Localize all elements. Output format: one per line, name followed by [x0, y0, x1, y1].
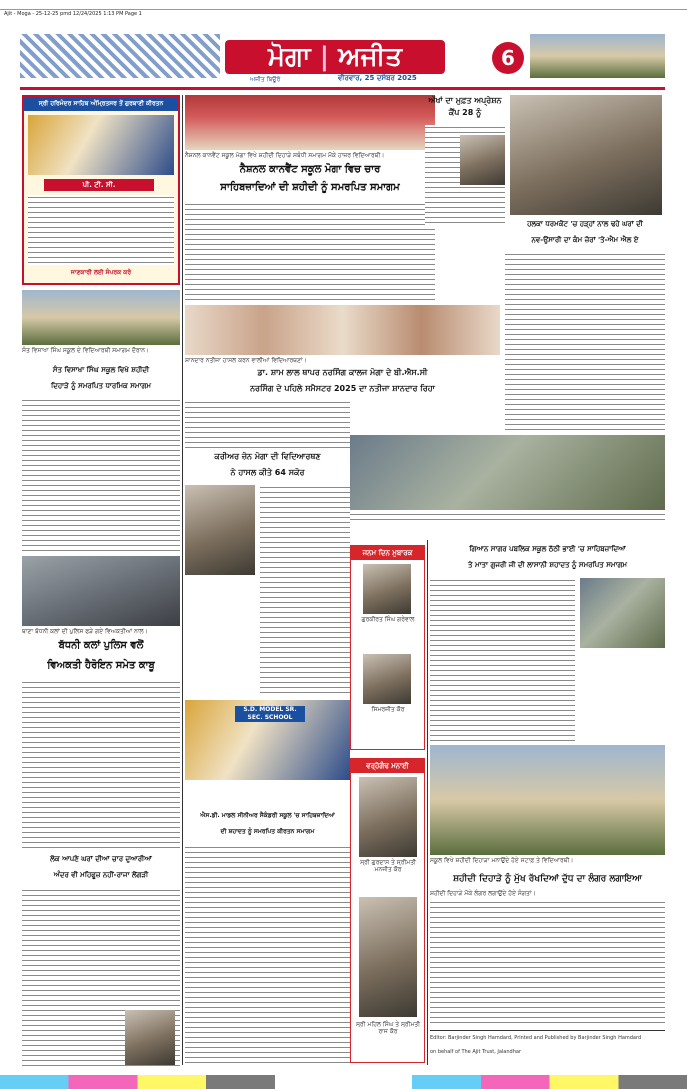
imprint-line-1: Editor: Barjinder Singh Hamdard, Printed and Published by Barjinder Singh Hamdard [430, 1035, 642, 1041]
masthead-subtitle: ਅਜੀਤ ਬਿਊਰੋ [250, 76, 281, 83]
gyan-photo-1 [580, 578, 665, 648]
houses-body [505, 252, 665, 432]
eye-camp-portrait [460, 135, 505, 185]
anniversary-box [350, 758, 425, 1063]
nursing-cross-headline-2: ਸਾਹਿਬਜ਼ਾਦਿਆਂ ਦੀ ਸ਼ਹੀਦੀ ਨੂੰ ਸਮਰਪਿਤ ਸਮਾਗਮ [220, 182, 400, 193]
bsc-caption: ਸ਼ਾਨਦਾਰ ਨਤੀਜਾ ਹਾਸਲ ਕਰਨ ਵਾਲੀਆਂ ਵਿਦਿਆਰਥਣਾਂ। [185, 357, 307, 364]
ceremony-caption-lines [350, 512, 665, 522]
masthead [20, 34, 665, 90]
bsc-headline-2: ਨਰਸਿੰਗ ਦੇ ਪਹਿਲੇ ਸਮੈਸਟਰ 2025 ਦਾ ਨਤੀਜਾ ਸ਼ਾਨਦਾਰ ਰਿਹਾ [250, 384, 435, 393]
bsc-students-photo [185, 305, 500, 355]
bsc-body [185, 400, 350, 450]
ad-image [28, 115, 174, 175]
anniversary-photo-2 [359, 897, 417, 1017]
anniversary-caption-1: ਸ੍ਰੀ ਗੁਰਦਾਸ ਤੇ ਸ੍ਰੀਮਤੀ ਮਨਜੀਤ ਕੌਰ [360, 859, 416, 873]
ad-footer: ਜਾਣਕਾਰੀ ਲਈ ਸੰਪਰਕ ਕਰੋ [70, 269, 132, 276]
police-photo [22, 556, 180, 626]
birthday-caption-2: ਸਿਮਰਜੀਤ ਕੌਰ [371, 706, 405, 713]
sant-headline-2: ਦਿਹਾੜੇ ਨੂੰ ਸਮਰਪਿਤ ਧਾਰਮਿਕ ਸਮਾਗਮ [50, 382, 152, 390]
registration-bar [0, 1075, 687, 1089]
ad-badge: ਪੀ. ਟੀ. ਸੀ. [44, 179, 154, 191]
column-rule [427, 540, 428, 1065]
masthead-title-left: ਮੋਗਾ [267, 42, 311, 72]
career-body [260, 485, 350, 695]
imprint-box [430, 1030, 665, 1064]
anniversary-caption-2: ਸ੍ਰੀ ਮਹਿਲ ਸਿੰਘ ਤੇ ਸ੍ਰੀਮਤੀ ਰਾਜ ਕੌਰ [355, 1021, 421, 1035]
gyan-body [430, 578, 575, 743]
langar-bottom-headline: ਸ਼ਹੀਦੀ ਦਿਹਾੜੇ ਨੂੰ ਮੁੱਖ ਰੱਖਦਿਆਂ ਦੁੱਧ ਦਾ ਲੰਗਰ ਲਗਾਇਆ [453, 874, 642, 884]
masthead-title-right: ਅਜੀਤ [338, 42, 403, 72]
houses-construction-photo [510, 95, 662, 215]
lungar-portrait [125, 1010, 175, 1065]
birthday-caption-1: ਗੁਰਕੀਰਤ ਸਿੰਘ ਗਰੇਵਾਲ [361, 616, 415, 623]
career-headline-1: ਕਰੀਅਰ ਜ਼ੋਨ ਮੋਗਾ ਦੀ ਵਿਦਿਆਰਥਣ [214, 452, 321, 461]
police-headline-2: ਵਿਅਕਤੀ ਹੈਰੋਇਨ ਸਮੇਤ ਕਾਬੂ [47, 660, 155, 671]
masthead-date: ਵੀਰਵਾਰ, 25 ਦਸੰਬਰ 2025 [338, 74, 417, 82]
houses-headline-2: ਨਵ-ਉਸਾਰੀ ਦਾ ਕੰਮ ਜ਼ੋਰਾਂ 'ਤੇ-ਐਮ ਐਲ ਏ [531, 236, 639, 244]
imprint-line-2: on behalf of The Ajit Trust, Jalandhar [430, 1049, 521, 1055]
sd-model-headline-2: ਦੀ ਸ਼ਹਾਦਤ ਨੂੰ ਸਮਰਪਿਤ ਕੀਰਤਨ ਸਮਾਗਮ [220, 828, 315, 835]
police-body [22, 680, 180, 850]
gyan-headline-2: ਤੇ ਮਾਤਾ ਗੁਜਰੀ ਜੀ ਦੀ ਲਾਸਾਨੀ ਸ਼ਹਾਦਤ ਨੂੰ ਸਮਰਪਿਤ ਸਮਾਗਮ [468, 561, 627, 569]
gyan-caption: ਸਕੂਲ ਵਿਖੇ ਸ਼ਹੀਦੀ ਦਿਹਾੜਾ ਮਨਾਉਂਦੇ ਹੋਏ ਸਟਾਫ਼ ਤੇ ਵਿਦਿਆਰਥੀ। [430, 857, 574, 864]
nursing-cross-body [185, 202, 435, 300]
sd-model-sign: S.D. MODEL SR. SEC. SCHOOL [235, 706, 305, 722]
print-slug [0, 0, 687, 17]
birthday-title: ਜਨਮ ਦਿਨ ਮੁਬਾਰਕ [351, 546, 424, 560]
ad-body-text [28, 195, 174, 265]
police-caption: ਥਾਣਾ ਬੱਧਨੀ ਕਲਾਂ ਦੀ ਪੁਲਿਸ ਫੜੇ ਗਏ ਵਿਅਕਤੀਆਂ ਨਾਲ। [22, 628, 148, 635]
school-event-caption: ਨੈਸ਼ਨਲ ਕਾਨਵੈਂਟ ਸਕੂਲ ਮੋਗਾ ਵਿਖੇ ਸ਼ਹੀਦੀ ਦਿਹਾੜੇ ਸਬੰਧੀ ਸਮਾਗਮ ਮੌਕੇ ਹਾਜ਼ਰ ਵਿਦਿਆਰਥੀ। [185, 152, 385, 159]
left-advertisement [22, 95, 180, 285]
langar-bottom-caption: ਸ਼ਹੀਦੀ ਦਿਹਾੜੇ ਮੌਕੇ ਲੰਗਰ ਲਗਾਉਂਦੇ ਹੋਏ ਸੰਗਤਾਂ। [430, 890, 536, 897]
gyan-photo-2 [430, 745, 665, 855]
masthead-title-box: ਮੋਗਾ | ਅਜੀਤ [225, 40, 445, 74]
sd-model-headline-1: ਐਸ.ਡੀ. ਮਾਡਲ ਸੀਨੀਅਰ ਸੈਕੰਡਰੀ ਸਕੂਲ 'ਚ ਸਾਹਿਬਜ਼ਾਦਿਆਂ [200, 812, 335, 819]
masthead-landmark-image [530, 34, 665, 78]
langar-bottom-body [430, 900, 665, 1025]
eye-camp-headline: ਅੱਖਾਂ ਦਾ ਮੁਫ਼ਤ ਅਪ੍ਰੇਸ਼ਨ ਕੈਂਪ 28 ਨੂੰ [428, 96, 502, 117]
sant-school-caption: ਸੰਤ ਵਿਸਾਖਾ ਸਿੰਘ ਸਕੂਲ ਦੇ ਵਿਦਿਆਰਥੀ ਸਮਾਗਮ ਦੌਰਾਨ। [22, 347, 150, 354]
career-student-photo [185, 485, 255, 575]
birthday-photo-2 [363, 654, 411, 704]
column-rule [182, 95, 183, 1065]
masthead-pattern [20, 34, 220, 78]
bsc-headline-1: ਡਾ. ਸ਼ਾਮ ਲਾਲ ਥਾਪਰ ਨਰਸਿੰਗ ਕਾਲਜ ਮੋਗਾ ਦੇ ਬੀ.ਐਸ.ਸੀ [257, 368, 428, 377]
gyan-headline-1: ਗਿਆਨ ਸਾਗਰ ਪਬਲਿਕ ਸਕੂਲ ਠੱਠੀ ਭਾਈ 'ਚ ਸਾਹਿਬਜ਼ਾਦਿਆਂ [469, 545, 626, 553]
sant-body [22, 398, 180, 553]
print-slug-text: Ajit - Moga - 25-12-25 pmd 12/24/2025 1:13 PM Page 1 [4, 11, 142, 17]
nursing-cross-headline-1: ਨੈਸ਼ਨਲ ਕਾਨਵੈਂਟ ਸਕੂਲ ਮੋਗਾ ਵਿਚ ਚਾਰ [239, 164, 381, 175]
birthday-box [350, 545, 425, 750]
birthday-photo-1 [363, 564, 411, 614]
page-number: 6 [492, 42, 524, 74]
lungar-headline-2: ਅੰਦਰ ਵੀ ਮਹਿਫੂਜ਼ ਨਹੀਂ-ਰਾਜਾ ਲੋਂਗੜੀ [53, 871, 149, 879]
lungar-headline-1: ਲੋਕ ਆਪਣੇ ਘਰਾਂ ਦੀਆਂ ਚਾਰ ਦੁਆਰੀਆਂ [50, 855, 152, 863]
anniversary-title: ਵਰ੍ਹੇਗੰਢ ਮਨਾਈ [351, 759, 424, 773]
school-event-photo [185, 95, 435, 150]
career-headline-2: ਨੇ ਹਾਸਲ ਕੀਤੇ 64 ਸਕੋਰ [230, 468, 305, 477]
ad-banner: ਸ੍ਰੀ ਹਰਿਮੰਦਰ ਸਾਹਿਬ ਅੰਮ੍ਰਿਤਸਰ ਤੋਂ ਗੁਰਬਾਣੀ ਕੀਰਤਨ [24, 97, 178, 111]
police-headline-1: ਬੱਧਨੀ ਕਲਾਂ ਪੁਲਿਸ ਵਲੋਂ [58, 640, 144, 651]
sant-headline-1: ਸੰਤ ਵਿਸਾਖਾ ਸਿੰਘ ਸਕੂਲ ਵਿਖੇ ਸ਼ਹੀਦੀ [52, 366, 150, 374]
sant-school-photo [22, 290, 180, 345]
anniversary-photo-1 [359, 777, 417, 857]
sd-model-body [185, 845, 350, 1065]
houses-headline-1: ਹਲਕਾ ਧਰਮਕੋਟ 'ਚ ਹੜ੍ਹਾਂ ਨਾਲ ਢਹੇ ਘਰਾਂ ਦੀ [527, 220, 643, 228]
ceremony-photo [350, 435, 665, 510]
